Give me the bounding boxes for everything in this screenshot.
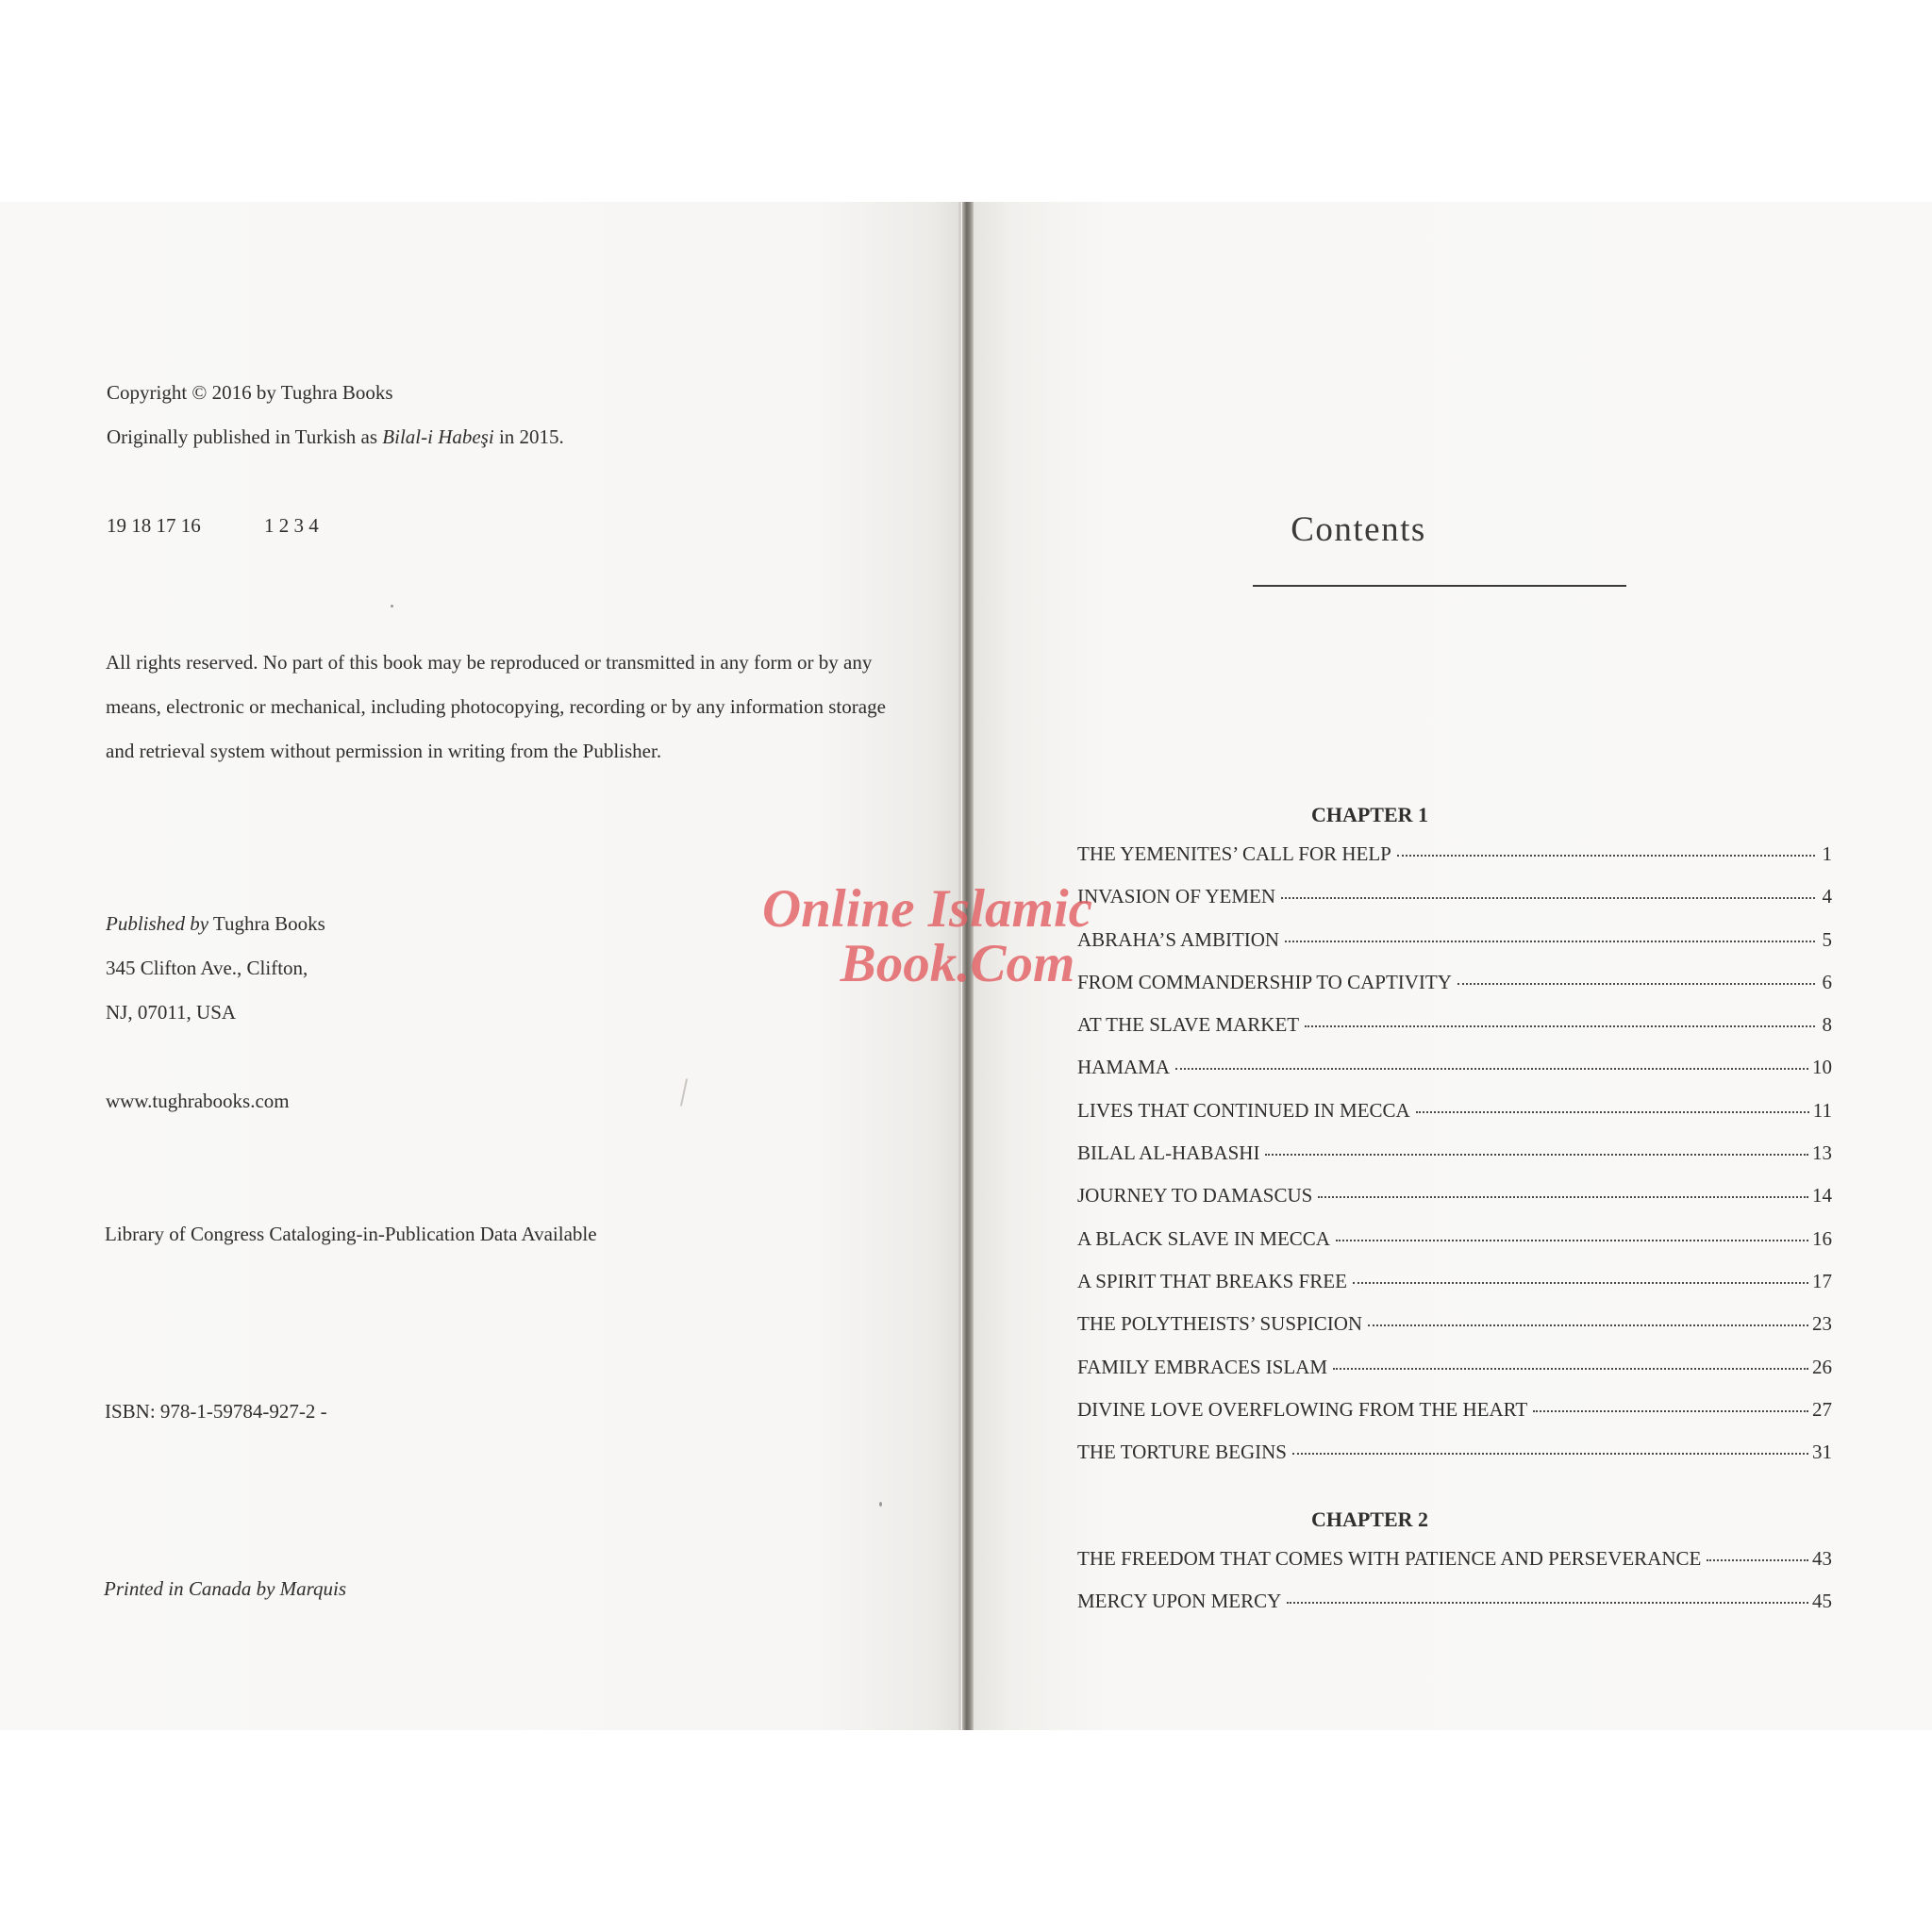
- toc-entry[interactable]: [1077, 1013, 1832, 1056]
- toc-entry[interactable]: [1077, 971, 1832, 1013]
- toc-entry-title: FROM COMMANDERSHIP TO CAPTIVITY: [1077, 970, 1452, 993]
- toc-entry-page: 17: [1812, 1269, 1832, 1292]
- toc-entry-page: 26: [1812, 1355, 1832, 1378]
- printed-in-line: Printed in Canada by Marquis: [104, 1577, 347, 1600]
- toc-entry-page: 31: [1812, 1441, 1832, 1464]
- toc-entry[interactable]: [1077, 1312, 1832, 1355]
- chapter-2-heading: CHAPTER 2: [1310, 1507, 1429, 1531]
- paper-speck: [391, 605, 393, 608]
- dot-leader: [1287, 1601, 1808, 1604]
- original-publication-line: [107, 427, 564, 447]
- dot-leader: [1318, 1195, 1808, 1198]
- toc-entry-page: 5: [1822, 927, 1832, 951]
- toc-entry[interactable]: [1077, 1590, 1832, 1632]
- toc-entry-title: LIVES THAT CONTINUED IN MECCA: [1077, 1098, 1410, 1122]
- toc-entry[interactable]: [1077, 1398, 1832, 1441]
- library-note: Library of Congress Cataloging-in-Publication Data Available: [105, 1223, 597, 1245]
- toc-entry-title: THE YEMENITES’ CALL FOR HELP: [1077, 842, 1391, 865]
- toc-entry[interactable]: [1077, 1184, 1832, 1226]
- toc-entry[interactable]: [1077, 1356, 1832, 1398]
- toc-entry-title: BILAL AL-HABASHI: [1077, 1141, 1260, 1165]
- chapter-1-heading: CHAPTER 1: [1310, 803, 1429, 826]
- address-line-1: 345 Clifton Ave., Clifton,: [106, 957, 308, 979]
- toc-entry-page: 16: [1812, 1226, 1832, 1250]
- dot-leader: [1707, 1558, 1808, 1561]
- print-runs: 1 2 3 4: [264, 514, 319, 537]
- toc-entry-title: THE FREEDOM THAT COMES WITH PATIENCE AND PERSEVERANCE: [1077, 1547, 1702, 1570]
- copyright-line: Copyright © 2016 by Tughra Books: [107, 381, 393, 404]
- toc-entry-title: A SPIRIT THAT BREAKS FREE: [1077, 1269, 1347, 1292]
- toc-entry[interactable]: [1077, 1227, 1832, 1270]
- chapter-2-toc: [1077, 1547, 1832, 1633]
- rights-paragraph: All rights reserved. No part of this book may be reproduced or transmitted in any form or by any means, electronic or mechanical, including photocopying, recording or by any information storage and retrieval system without permission in writing from the Publisher.: [106, 651, 886, 762]
- publisher-block: [106, 902, 325, 1035]
- dot-leader: [1333, 1367, 1808, 1370]
- toc-entry-title: HAMAMA: [1077, 1056, 1171, 1079]
- toc-entry-page: 14: [1812, 1184, 1832, 1208]
- toc-entry-title: A BLACK SLAVE IN MECCA: [1077, 1226, 1330, 1250]
- watermark: [762, 879, 1092, 993]
- print-years: 19 18 17 16: [107, 514, 201, 537]
- publisher-name: Tughra Books: [208, 912, 325, 935]
- chapter-1-toc: [1077, 842, 1832, 1483]
- toc-entry[interactable]: [1077, 1441, 1832, 1483]
- toc-entry-page: 10: [1812, 1056, 1832, 1079]
- toc-entry-title: ABRAHA’S AMBITION: [1077, 927, 1280, 951]
- dot-leader: [1292, 1452, 1808, 1455]
- toc-entry-page: 6: [1822, 970, 1832, 993]
- dot-leader: [1305, 1024, 1815, 1027]
- toc-entry-title: THE POLYTHEISTS’ SUSPICION: [1077, 1312, 1363, 1336]
- toc-entry-title: THE TORTURE BEGINS: [1077, 1441, 1287, 1464]
- dot-leader: [1533, 1409, 1808, 1412]
- toc-entry-page: 13: [1812, 1141, 1832, 1165]
- publisher-line: [106, 902, 325, 946]
- toc-entry-title: FAMILY EMBRACES ISLAM: [1077, 1355, 1328, 1378]
- dot-leader: [1265, 1153, 1808, 1156]
- toc-entry[interactable]: [1077, 842, 1832, 885]
- toc-entry-title: INVASION OF YEMEN: [1077, 885, 1276, 908]
- paper-speck: [879, 1502, 882, 1507]
- original-prefix: Originally published in Turkish as: [107, 425, 383, 448]
- toc-entry[interactable]: [1077, 1270, 1832, 1312]
- published-by-label: Published by: [106, 912, 209, 935]
- dot-leader: [1281, 896, 1815, 899]
- toc-entry-page: 8: [1822, 1013, 1832, 1037]
- toc-entry-title: MERCY UPON MERCY: [1077, 1590, 1282, 1613]
- toc-entry-title: DIVINE LOVE OVERFLOWING FROM THE HEART: [1077, 1397, 1528, 1421]
- toc-entry[interactable]: [1077, 885, 1832, 927]
- dot-leader: [1397, 854, 1815, 857]
- toc-entry-page: 1: [1822, 842, 1832, 865]
- toc-entry-page: 45: [1812, 1590, 1832, 1613]
- dot-leader: [1285, 940, 1815, 942]
- original-title: Bilal-i Habeşi: [382, 425, 494, 448]
- print-line: [107, 514, 319, 538]
- original-suffix: in 2015.: [493, 425, 564, 448]
- contents-title: Contents: [1291, 510, 1426, 549]
- website-text: www.tughrabooks.com: [106, 1090, 290, 1112]
- dot-leader: [1368, 1324, 1808, 1326]
- toc-entry-title: JOURNEY TO DAMASCUS: [1077, 1184, 1313, 1208]
- dot-leader: [1175, 1067, 1808, 1070]
- toc-entry[interactable]: [1077, 1547, 1832, 1590]
- isbn-line: ISBN: 978-1-59784-927-2 -: [105, 1400, 327, 1423]
- dot-leader: [1336, 1239, 1808, 1241]
- toc-entry-page: 4: [1822, 885, 1832, 908]
- dot-leader: [1353, 1281, 1808, 1284]
- watermark-line-1: Online Islamic: [762, 879, 1092, 939]
- dot-leader: [1457, 982, 1815, 985]
- toc-entry-page: 23: [1812, 1312, 1832, 1336]
- address-line-2: NJ, 07011, USA: [106, 1001, 237, 1024]
- toc-entry[interactable]: [1077, 1141, 1832, 1184]
- watermark-line-2: Book.Com: [840, 934, 1075, 993]
- toc-entry[interactable]: [1077, 1099, 1832, 1141]
- toc-entry-page: 43: [1812, 1547, 1832, 1570]
- toc-entry-page: 11: [1812, 1098, 1832, 1122]
- toc-entry-title: AT THE SLAVE MARKET: [1077, 1013, 1300, 1037]
- title-rule: [1253, 585, 1626, 587]
- toc-entry[interactable]: [1077, 1056, 1832, 1098]
- dot-leader: [1416, 1110, 1809, 1113]
- toc-entry[interactable]: [1077, 928, 1832, 971]
- toc-entry-page: 27: [1812, 1397, 1832, 1421]
